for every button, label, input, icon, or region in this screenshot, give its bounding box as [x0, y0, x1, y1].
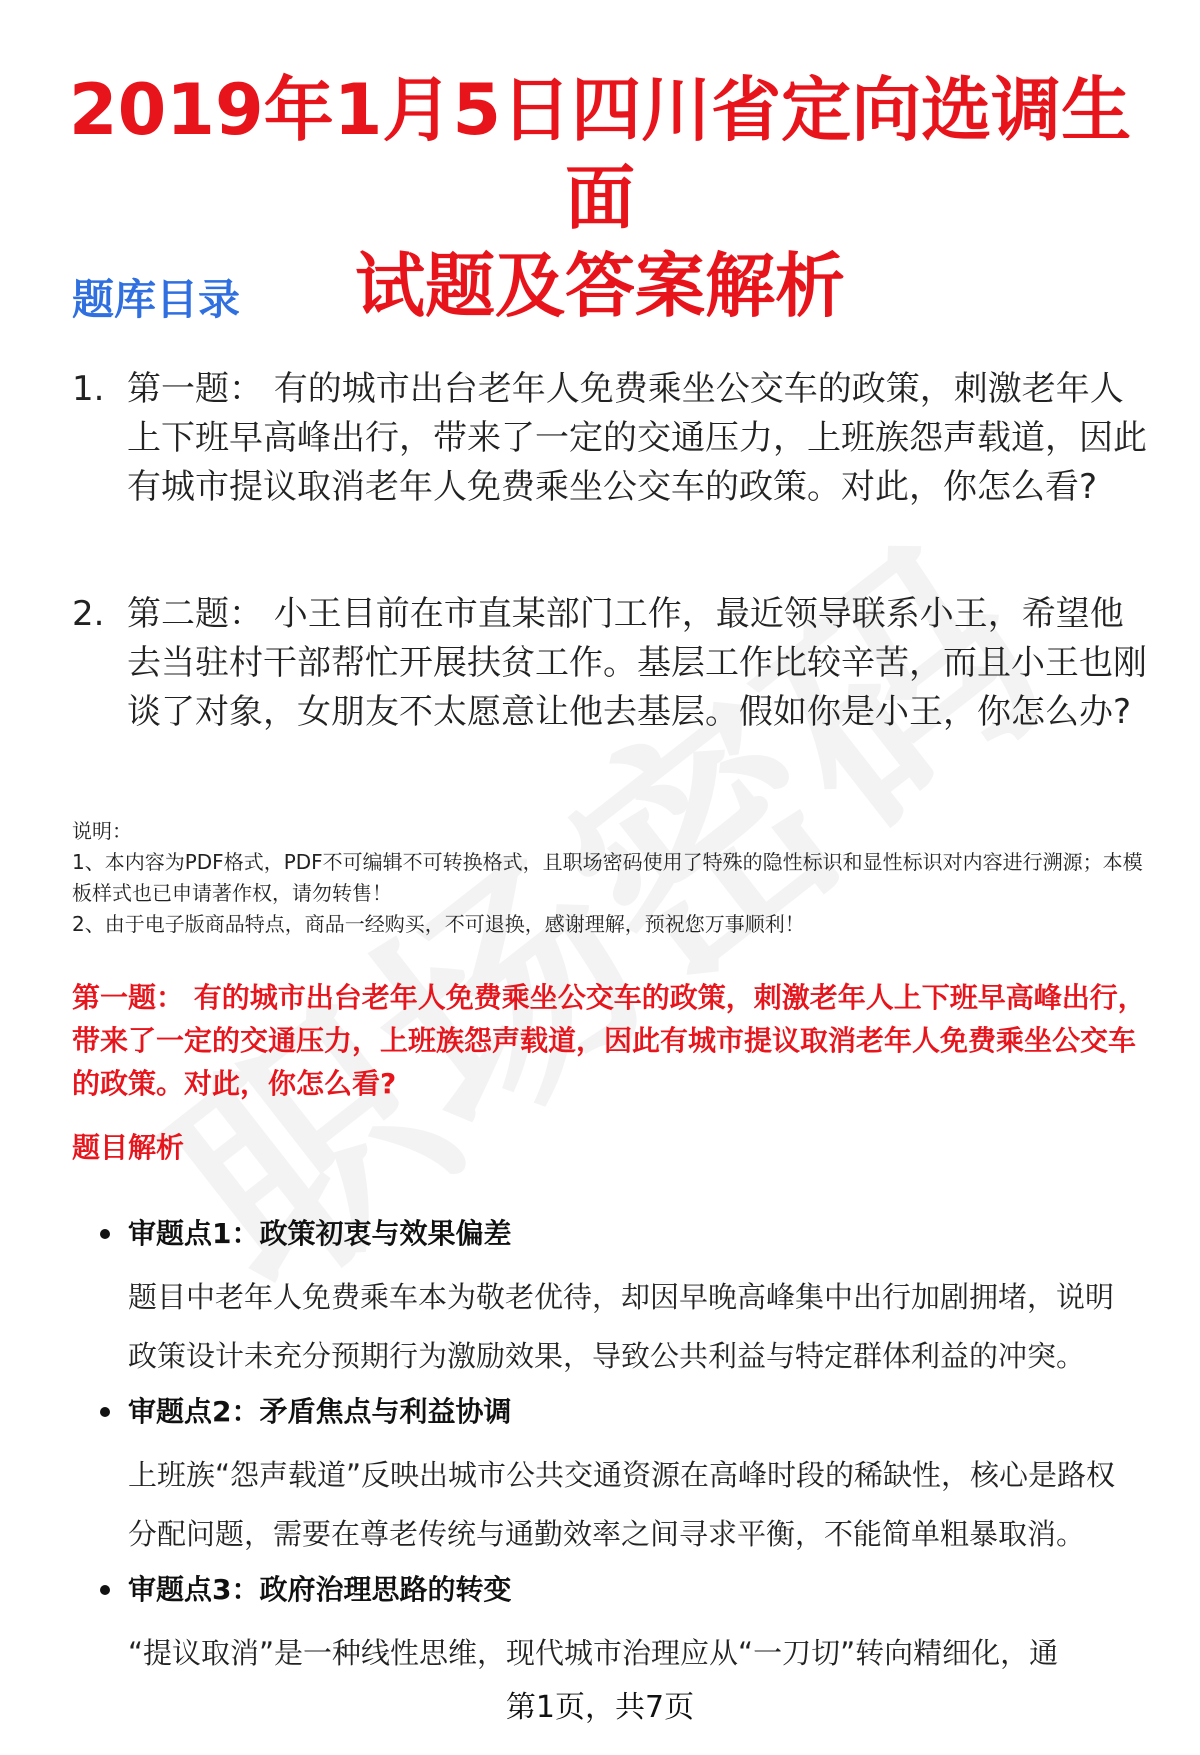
notes-label: 说明：: [72, 819, 132, 843]
analysis-point-title: 审题点2：矛盾焦点与利益协调: [128, 1395, 512, 1428]
analysis-point-title: 审题点3：政府治理思路的转变: [128, 1573, 512, 1606]
toc-item-number: 2.: [72, 594, 105, 634]
toc-heading: 题库目录: [72, 275, 241, 324]
toc-item-text: 第二题： 小王目前在市直某部门工作，最近领导联系小王，希望他去当驻村干部帮忙开展扶贫工作。基层工作比较辛苦，而且小王也刚谈了对象，女朋友不太愿意让他去基层。假如你是小王，你怎么办?: [127, 594, 1147, 732]
toc-item-text: 第一题： 有的城市出台老年人免费乘坐公交车的政策，刺激老年人上下班早高峰出行，带来了一定的交通压力，上班族怨声载道，因此有城市提议取消老年人免费乘坐公交车的政策。对此，你怎么看?: [127, 369, 1147, 507]
question-heading: 第一题： 有的城市出台老年人免费乘坐公交车的政策，刺激老年人上下班早高峰出行，带来了一定的交通压力，上班族怨声载道，因此有城市提议取消老年人免费乘坐公交车的政策。对此，你怎么看?: [72, 981, 1146, 1100]
bullet-icon: [100, 1229, 110, 1239]
analysis-point-body: “提议取消”是一种线性思维，现代城市治理应从“一刀切”转向精细化，通: [128, 1636, 1059, 1670]
page-title-line-2: 试题及答案解析: [355, 245, 845, 327]
toc-item-number: 1.: [72, 369, 105, 409]
page-number-footer: 第1页，共7页: [505, 1690, 695, 1725]
bullet-icon: [100, 1585, 110, 1595]
bullet-icon: [100, 1407, 110, 1417]
notes-line-1: 1、本内容为PDF格式，PDF不可编辑不可转换格式，且职场密码使用了特殊的隐性标识和显性标识对内容进行溯源；本模板样式也已申请著作权，请勿转售！: [72, 850, 1143, 905]
analysis-point-body: 上班族“怨声载道”反映出城市公共交通资源在高峰时段的稀缺性，核心是路权分配问题，需要在尊老传统与通勤效率之间寻求平衡，不能简单粗暴取消。: [128, 1458, 1116, 1551]
notes-section: [72, 816, 1162, 940]
analysis-point-title: 审题点1：政策初衷与效果偏差: [128, 1217, 512, 1250]
analysis-heading: 题目解析: [72, 1131, 185, 1164]
notes-line-2: 2、由于电子版商品特点，商品一经购买，不可退换，感谢理解，预祝您万事顺利！: [72, 912, 805, 936]
analysis-point-body: 题目中老年人免费乘车本为敬老优待，却因早晚高峰集中出行加剧拥堵，说明政策设计未充分预期行为激励效果，导致公共利益与特定群体利益的冲突。: [128, 1280, 1115, 1373]
page-title-line-1: 2019年1月5日四川省定向选调生面: [68, 69, 1132, 239]
